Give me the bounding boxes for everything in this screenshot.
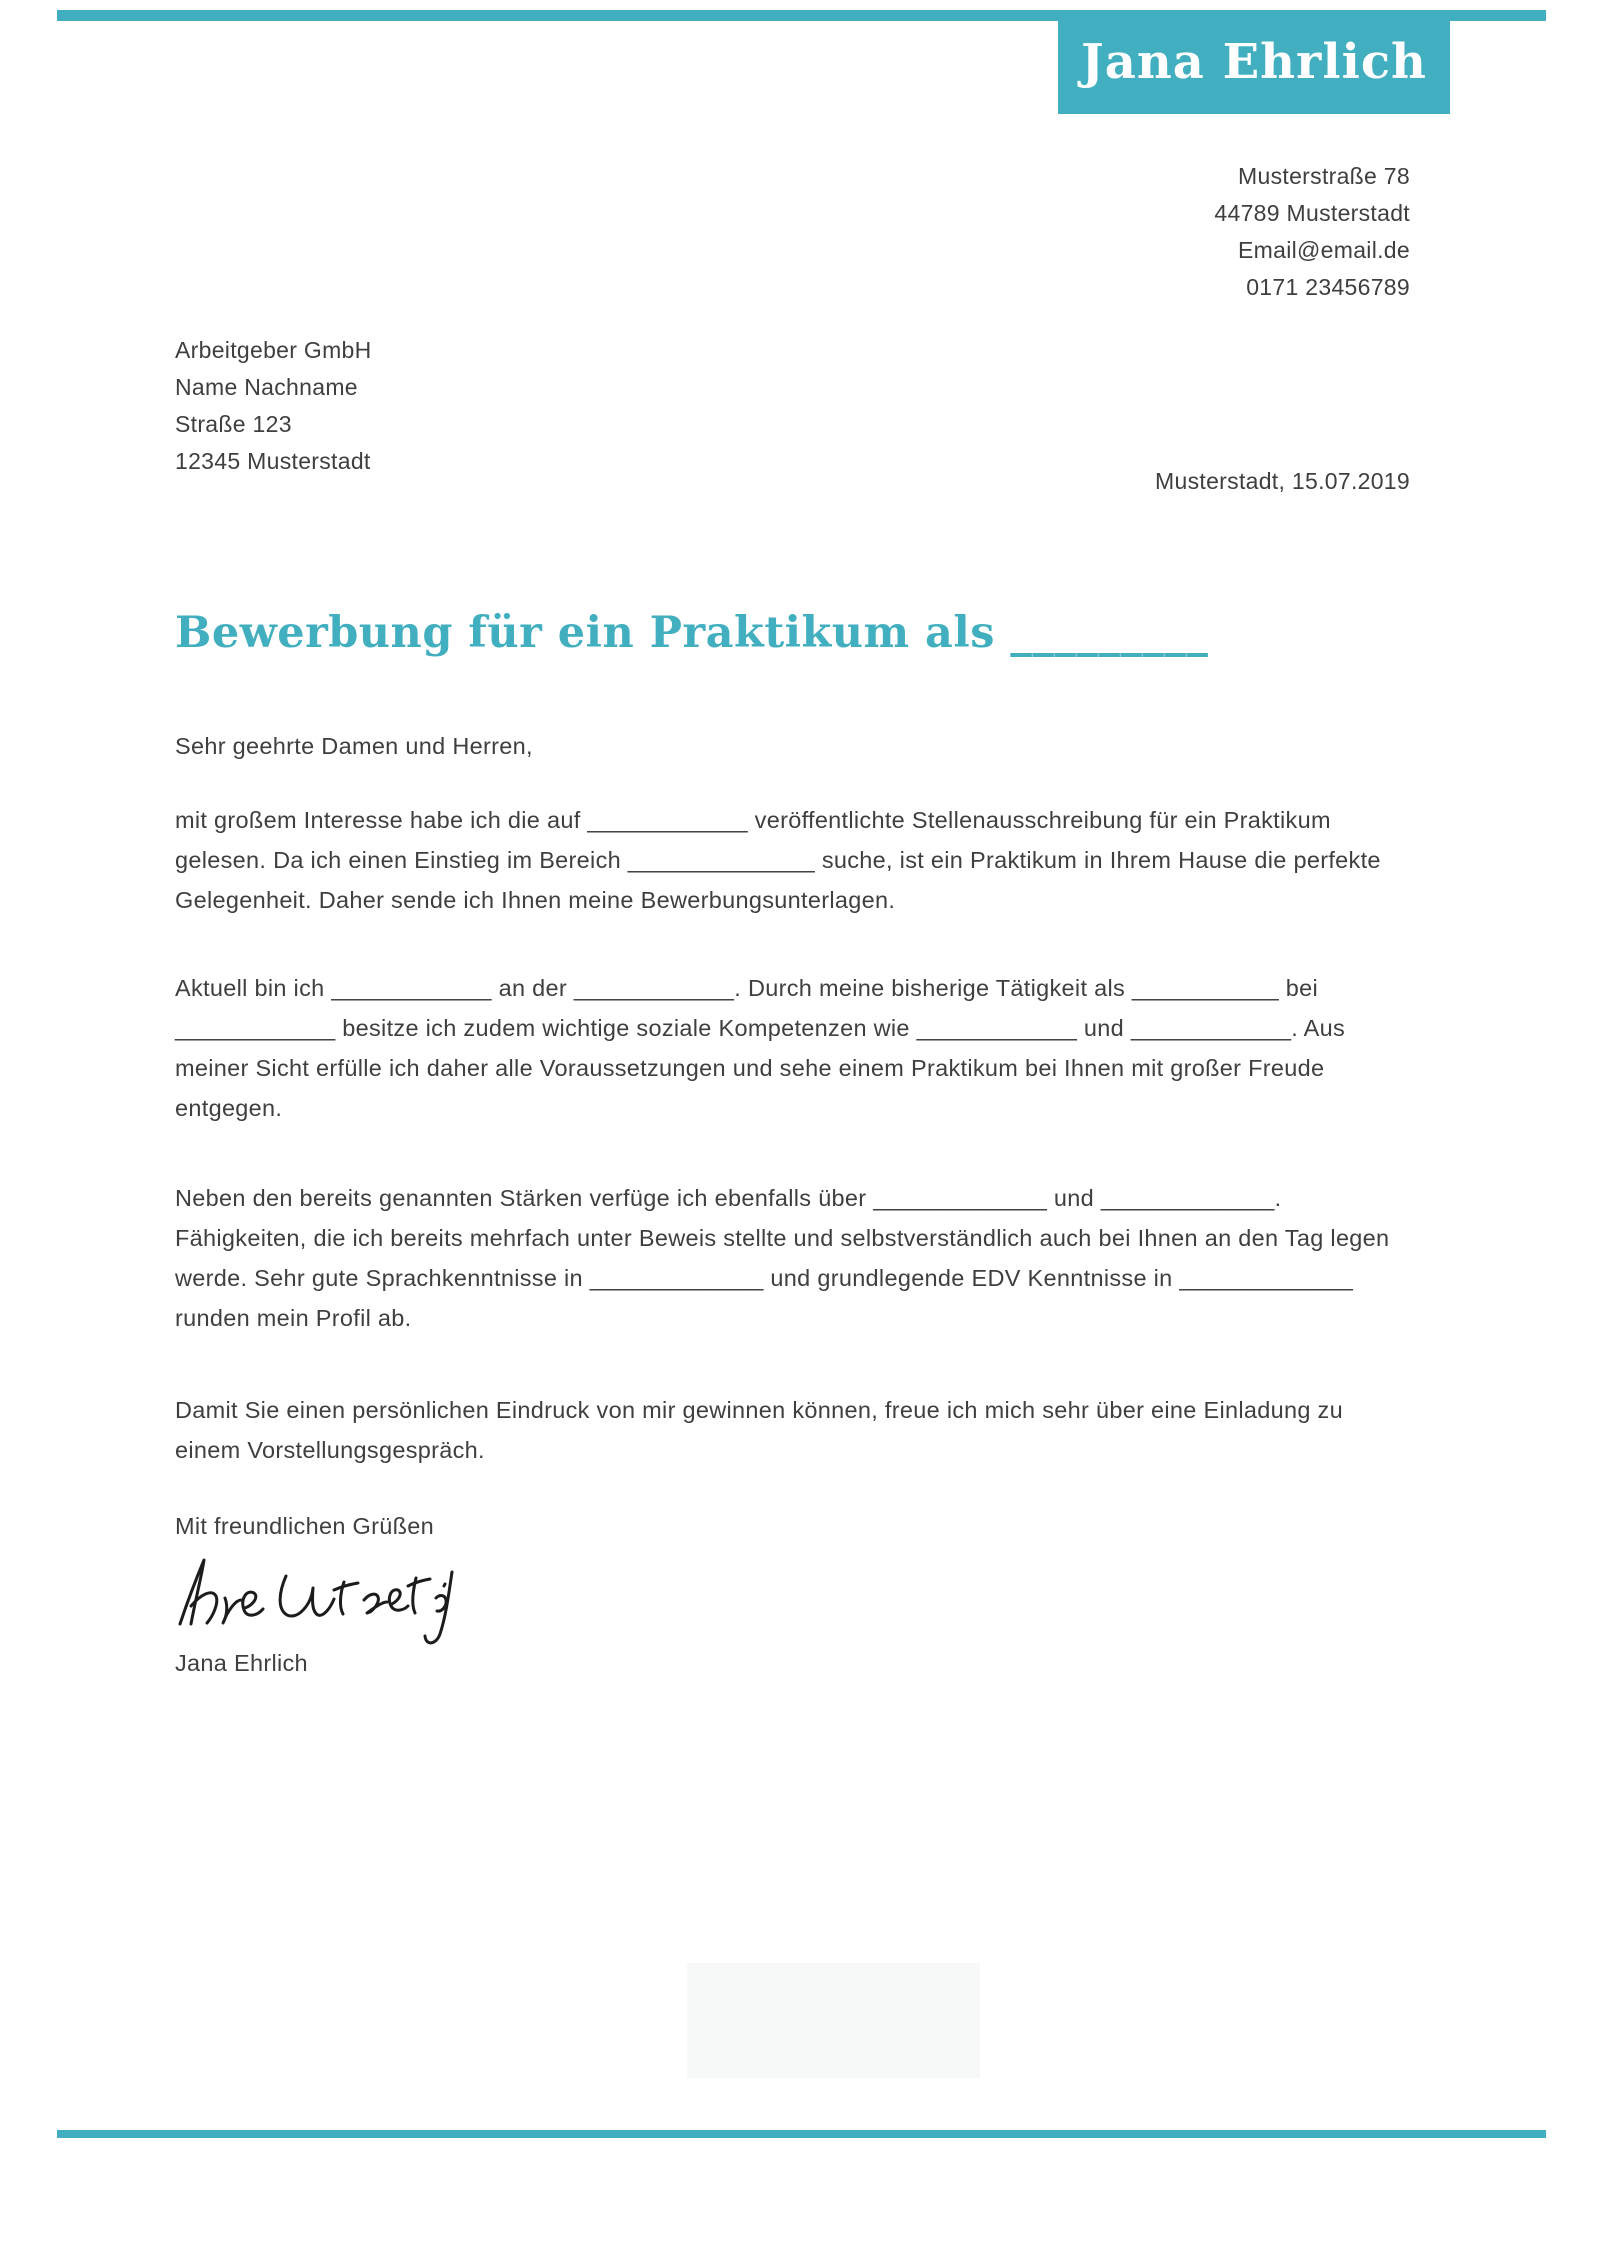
sender-address-block: [1214, 158, 1410, 306]
salutation: Sehr geehrte Damen und Herren,: [175, 733, 533, 759]
signature-stroke: [364, 1594, 387, 1613]
signature-stroke: [243, 1592, 263, 1615]
sender-address-street: Musterstraße 78: [1238, 163, 1410, 189]
paragraph-2: Aktuell bin ich ____________ an der ____________. Durch meine bisherige Tätigkeit als ___________ bei ____________ besitze ich zudem wichtige soziale Kompetenzen wie ____________ und ____________. Aus meiner Sicht erfülle ich daher alle Voraussetzungen und sehe einem Praktikum bei Ihnen mit großer Freude entgegen.: [175, 975, 1346, 1121]
signature-stroke: [425, 1572, 452, 1643]
recipient-street: Straße 123: [175, 411, 292, 437]
sender-address-city: 44789 Musterstadt: [1214, 200, 1410, 226]
signature-stroke: [408, 1579, 430, 1586]
recipient-name: Name Nachname: [175, 374, 358, 400]
signature-stroke: [180, 1560, 204, 1624]
paragraph-1: mit großem Interesse habe ich die auf ____________ veröffentlichte Stellenausschreibung für ein Praktikum gelesen. Da ich einen Einstieg im Bereich ______________ suche, ist ein Praktikum in Ihrem Hause die perfekte Gelegenheit. Daher sende ich Ihnen meine Bewerbungsunterlagen.: [175, 807, 1381, 913]
signature-stroke: [389, 1590, 408, 1610]
subject-line: Bewerbung für ein Praktikum als _________: [175, 608, 1209, 658]
sender-address-email: Email@email.de: [1238, 237, 1410, 263]
paragraph-4: Damit Sie einen persönlichen Eindruck von mir gewinnen können, freue ich mich sehr über eine Einladung zu einem Vorstellungsgespräch.: [175, 1397, 1343, 1463]
handwritten-signature: [168, 1545, 468, 1657]
signature-name: Jana Ehrlich: [175, 1650, 308, 1676]
signature-stroke: [444, 1584, 445, 1586]
sender-name-box: [1058, 10, 1450, 114]
recipient-company: Arbeitgeber GmbH: [175, 337, 372, 363]
recipient-block: [175, 332, 372, 480]
recipient-city: 12345 Musterstadt: [175, 448, 371, 474]
signature-stroke: [223, 1598, 241, 1623]
date-line: Musterstadt, 15.07.2019: [1155, 468, 1410, 494]
bottom-accent-bar: [57, 2130, 1546, 2138]
faint-artifact-box: [687, 1963, 980, 2078]
paragraph-3: Neben den bereits genannten Stärken verfüge ich ebenfalls über _____________ und _____________. Fähigkeiten, die ich bereits mehrfach unter Beweis stellte und selbstverständlich auch bei Ihnen an den Tag legen werde. Sehr gute Sprachkenntnisse in _____________ und grundlegende EDV Kenntnisse in _____________ runden mein Profil ab.: [175, 1185, 1390, 1331]
closing-line: Mit freundlichen Grüßen: [175, 1513, 434, 1539]
signature-stroke: [280, 1576, 334, 1616]
signature-stroke: [334, 1583, 358, 1590]
sender-name: Jana Ehrlich: [1081, 34, 1427, 90]
sender-address-phone: 0171 23456789: [1246, 274, 1410, 300]
